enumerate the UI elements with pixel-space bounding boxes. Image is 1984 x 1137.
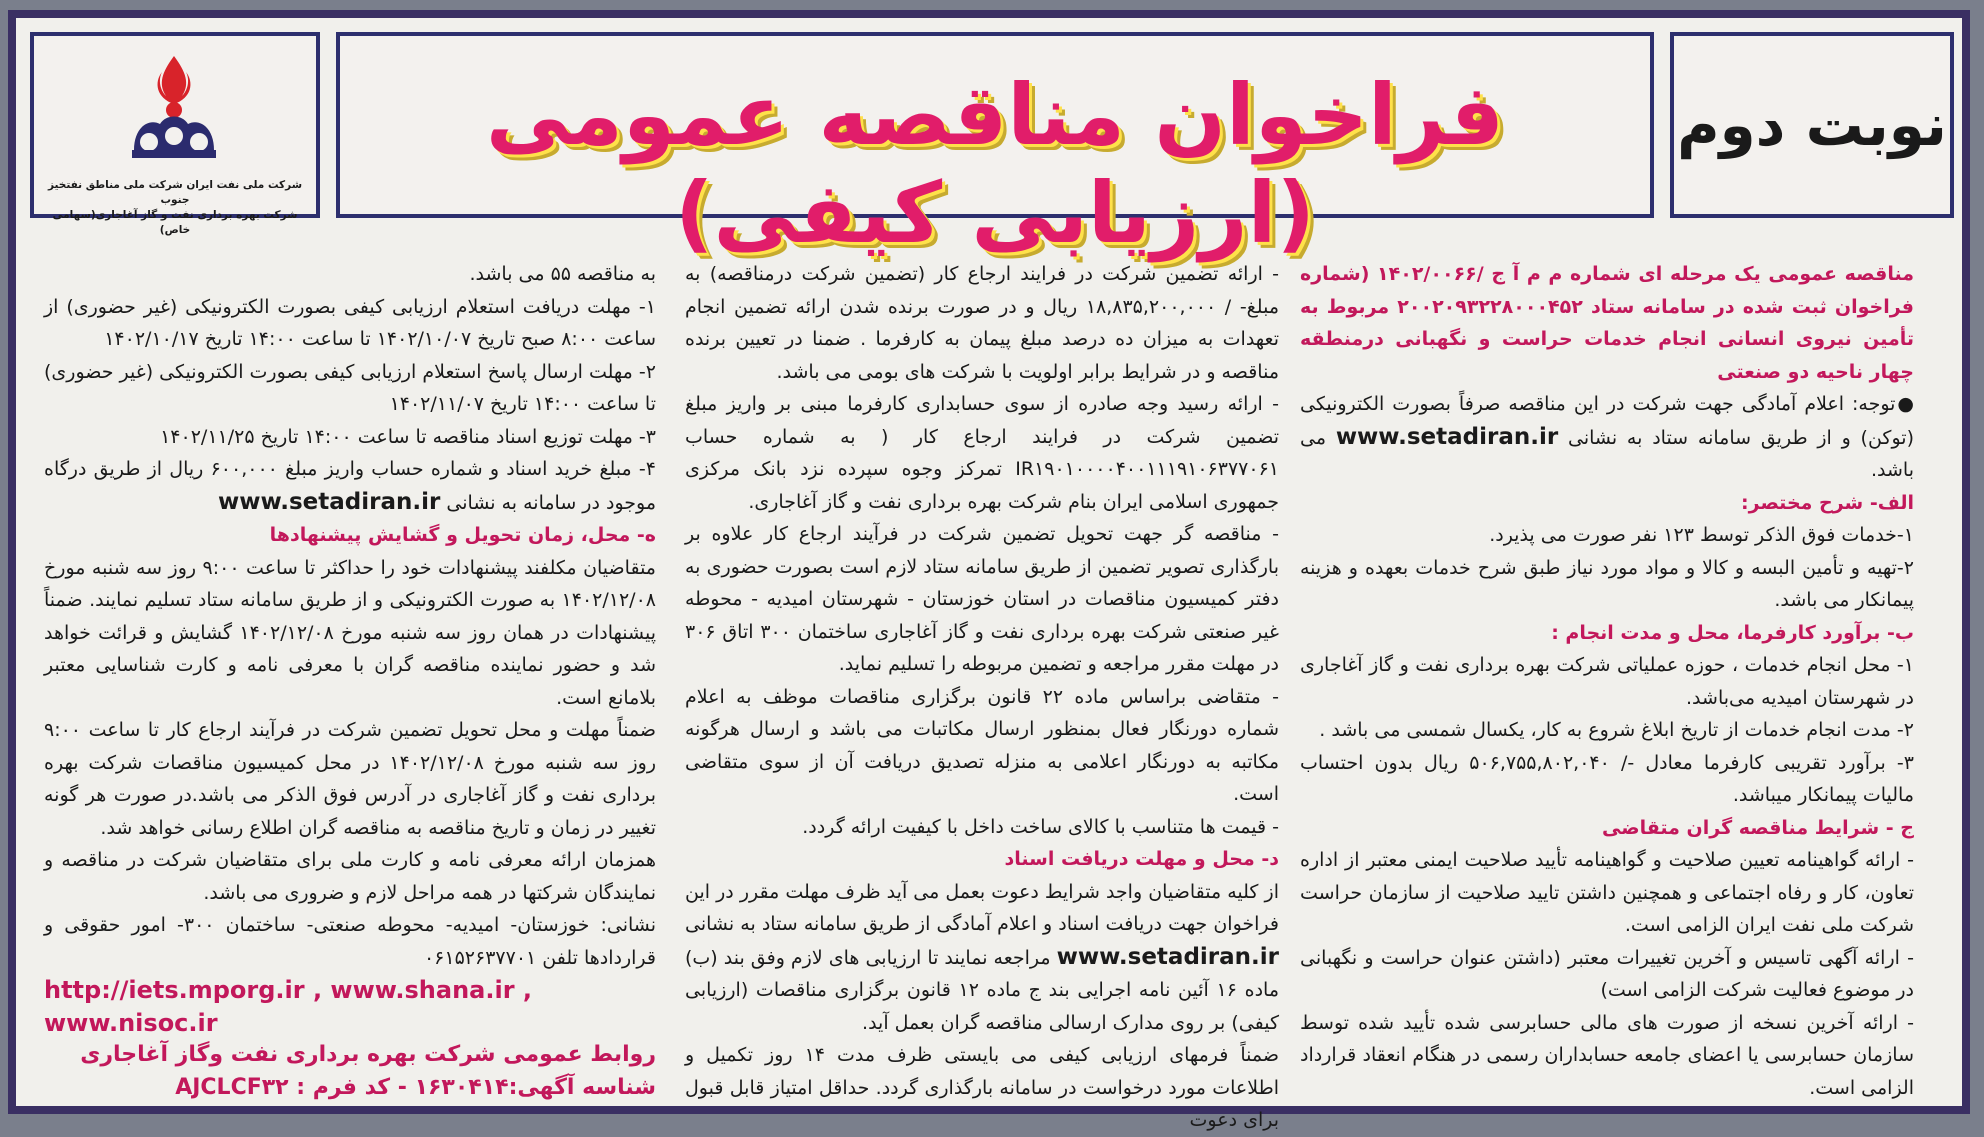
min-score: به مناقصه ۵۵ می باشد.	[469, 263, 656, 285]
title-box	[336, 32, 1654, 262]
section-heading-e: ه- محل، زمان تحویل و گشایش پیشنهادها	[269, 524, 656, 546]
guarantee-delivery-paragraph: ضمناً مهلت و محل تحویل تضمین شرکت در فرآیند ارجاع کار تا ساعت ۹:۰۰ روز سه شنبه مورخ ۱۴۰۲/۱۲/۰۸ در محل کمیسیون مناقصات شرکت بهره برداری نفت و گاز آغاجاری در آدرس فوق الذکر می باشد.در صورت هر گونه تغییر در زمان و تاریخ مناقصه به مناقصه گران اطلاع رسانی خواهد شد.	[44, 719, 656, 839]
price-paragraph: - قیمت ها متناسب با کالای ساخت داخل با کیفیت ارائه گردد.	[802, 815, 1279, 838]
receipt-paragraph: - ارائه رسید وجه صادره از سوی حسابداری کارفرما مبنی بر واریز مبلغ تضمین شرکت در فرایند ارجاع کار ( به شماره حساب IR۱۹۰۱۰۰۰۰۴۰۰۱۱۱۹۱۰۶۳۷۷۰۶۱ تمرکز وجوه سپرده نزد بانک مرکزی جمهوری اسلامی ایران بنام شرکت بهره برداری نفت و گاز آغاجاری.	[685, 393, 1279, 513]
document-fee: ۴- مبلغ خرید اسناد و شماره حساب واریز مبلغ ۶۰۰,۰۰۰ ریال از طریق درگاه موجود در سامانه به نشانی www.setadiran.ir	[44, 458, 657, 515]
item-c1: - ارائه گواهینامه تعیین صلاحیت و گواهینامه تأیید صلاحیت ایمنی معتبر از اداره تعاون، کار و رفاه اجتماعی و همچنین داشتن تایید صلاحیت از سازمان حراست شرکت ملی نفت ایران الزامی است.	[1300, 849, 1914, 936]
item-b3: ۳- برآورد تقریبی کارفرما معادل -/ ۵۰۶,۷۵۵,۸۰۲,۰۴۰ ریال بدون احتساب مالیات پیمانکار میباشد.	[1300, 751, 1914, 806]
fax-paragraph: - متقاضی براساس ماده ۲۲ قانون برگزاری مناقصات موظف به اعلام شماره دورنگار فعال بمنظور ارسال مکاتبات می باشد و ارسال هرگونه مکاتبه به دورنگار اعلامی به منزله تصدیق دریافت آن از سوی متقاضی است.	[685, 685, 1279, 805]
setad-link[interactable]: www.setadiran.ir	[1335, 423, 1559, 450]
page-title: فراخوان مناقصه عمومی (ارزیابی کیفی)	[485, 66, 1505, 262]
column-right	[1300, 258, 1914, 1108]
setad-link[interactable]: www.setadiran.ir	[217, 488, 441, 515]
deadline-2: ۲- مهلت ارسال پاسخ استعلام ارزیابی کیفی بصورت الکترونیکی (غیر حضوری) تا ساعت ۱۴:۰۰ تاریخ ۱۴۰۲/۱۱/۰۷	[44, 360, 656, 415]
turn-label: نوبت دوم	[1677, 91, 1947, 159]
logo-caption: شرکت ملی نفت ایران شرکت ملی مناطق نفتخیز جنوب شرکت بهره برداری نفت و گاز آغاجاری(سهامی خاص)	[47, 179, 303, 236]
newspaper-ad	[8, 10, 1970, 1131]
deadline-1: ۱- مهلت دریافت استعلام ارزیابی کیفی بصورت الکترونیکی (غیر حضوری) از ساعت ۸:۰۰ صبح تاریخ ۱۴۰۲/۱۰/۰۷ تا ساعت ۱۴:۰۰ تاریخ ۱۴۰۲/۱۰/۱۷	[44, 295, 656, 350]
company-logo-icon	[104, 50, 244, 170]
note-paragraph: ●توجه: اعلام آمادگی جهت شرکت در این مناقصه صرفاً بصورت الکترونیکی (توکن) و از طریق سامانه ستاد به نشانی www.setadiran.ir می باشد.	[1300, 393, 1914, 481]
address-paragraph: نشانی: خوزستان- امیدیه- محوطه صنعتی- ساختمان ۳۰۰- امور حقوقی و قراردادها تلفن ۰۶۱۵۲۶۳۷۷۰۱	[44, 914, 657, 969]
logo-box	[30, 32, 320, 236]
deadline-3: ۳- مهلت توزیع اسناد مناقصه تا ساعت ۱۴:۰۰ تاریخ ۱۴۰۲/۱۱/۲۵	[160, 425, 656, 448]
section-heading-d: د- محل و مهلت دریافت اسناد	[1004, 848, 1279, 870]
ad-header	[30, 32, 1948, 262]
item-a2: ۲-تهیه و تأمین البسه و کالا و مواد مورد نیاز طبق شرح خدمات بعهده و هزینه پیمانکار می باشد.	[1300, 556, 1914, 611]
item-b1: ۱- محل انجام خدمات ، حوزه عملیاتی شرکت بهره برداری نفت و گاز آغاجاری در شهرستان امیدیه می‌باشد.	[1300, 654, 1914, 709]
section-heading-a: الف- شرح مختصر:	[1741, 491, 1914, 514]
footer-links[interactable]: http://iets.mporg.ir , www.shana.ir , www.nisoc.ir	[44, 976, 533, 1037]
turn-box	[1670, 32, 1954, 218]
submission-paragraph: متقاضیان مکلفند پیشنهادات خود را حداکثر تا ساعت ۹:۰۰ روز سه شنبه مورخ ۱۴۰۲/۱۲/۰۸ به صورت الکترونیکی و از طریق سامانه ستاد تسلیم نمایند. ضمناً پیشنهادات در همان روز سه شنبه مورخ ۱۴۰۲/۱۲/۰۸ گشایش و قرائت خواهد شد و حضور نماینده مناقصه گران با معرفی نامه و کارت شناسایی معتبر بلامانع است.	[44, 556, 656, 709]
ad-id-line: شناسه آگهی:۱۶۳۰۴۱۴ - کد فرم : AJCLCF۳۲	[175, 1074, 656, 1100]
item-c2: - ارائه آگهی تاسیس و آخرین تغییرات معتبر (داشتن عنوان حراست و نگهبانی در موضوع فعالیت شرکت الزامی است)	[1300, 946, 1914, 1001]
forms-paragraph: ضمناً فرمهای ارزیابی کیفی می بایستی ظرف مدت ۱۴ روز تکمیل و اطلاعات مورد درخواست در سامانه بارگذاری گردد. حداقل امتیاز قابل قبول برای دعوت	[685, 1044, 1279, 1131]
guarantee-paragraph: - ارائه تضمین شرکت در فرایند ارجاع کار (تضمین شرکت درمناقصه) به مبلغ- / ۱۸,۸۳۵,۲۰۰,۰۰۰ ریال و در صورت برنده شدن ارائه تضمین انجام تعهدات به میزان ده درصد مبلغ پیمان به کارفرما . ضمنا در تعیین برنده مناقصه و در شرایط برابر اولویت با شرکت های بومی می باشد.	[685, 263, 1279, 383]
documents-paragraph: از کلیه متقاضیان واجد شرایط دعوت بعمل می آید ظرف مهلت مقرر در این فراخوان جهت دریافت اسناد و اعلام آمادگی از طریق سامانه ستاد به نشانی www.setadiran.ir مراجعه نمایند تا ارزیابی های لازم وفق بند (ب) ماده ۱۶ آئین نامه اجرایی بند ج ماده ۱۲ قانون برگزاری مناقصات (ارزیابی کیفی) بر روی مدارک ارسالی مناقصه گران بعمل آید.	[684, 880, 1280, 1034]
item-b2: ۲- مدت انجام خدمات از تاریخ ابلاغ شروع به کار، یکسال شمسی می باشد .	[1319, 719, 1914, 741]
column-left	[44, 258, 656, 1108]
delivery-paragraph: - مناقصه گر جهت تحویل تضمین شرکت در فرآیند ارجاع کار علاوه بر بارگذاری تصویر تضمین از طریق سامانه ستاد لازم است بصورت حضوری به دفتر کمیسیون مناقصات در استان خوزستان - شهرستان امیدیه - محوطه غیر صنعتی شرکت بهره برداری نفت و گاز آغاجاری ساختمان ۳۰۰ اتاق ۳۰۶ در مهلت مقرر مراجعه و تضمین مربوطه را تسلیم نماید.	[685, 523, 1279, 675]
setad-link[interactable]: www.setadiran.ir	[1056, 943, 1279, 970]
item-a1: ۱-خدمات فوق الذکر توسط ۱۲۳ نفر صورت می پذیرد.	[1489, 524, 1914, 546]
section-heading-c: ج - شرایط مناقصه گران متقاضی	[1602, 816, 1914, 839]
column-middle	[684, 258, 1280, 1131]
tender-lead: مناقصه عمومی یک مرحله ای شماره م م آ ج /۱۴۰۲/۰۰۶۶ (شماره فراخوان ثبت شده در سامانه ستاد ۲۰۰۲۰۹۳۲۲۸۰۰۰۴۵۲ مربوط به تأمین نیروی انسانی انجام خدمات حراست و نگهبانی درمنطقه چهار ناحیه دو صنعتی	[1300, 263, 1914, 383]
public-relations-line: روابط عمومی شرکت بهره برداری نفت وگاز آغاجاری	[80, 1042, 656, 1067]
id-paragraph: همزمان ارائه معرفی نامه و کارت ملی برای متقاضیان شرکت در مناقصه و نمایندگان شرکتها در همه مراحل لازم و ضروری می باشد.	[44, 849, 656, 904]
item-c3: - ارائه آخرین نسخه از صورت های مالی حسابرسی شده تأیید شده توسط سازمان حسابرسی یا اعضای جامعه حسابداران رسمی در هنگام انعقاد قرارداد الزامی است.	[1300, 1011, 1914, 1099]
section-heading-b: ب- برآورد کارفرما، محل و مدت انجام :	[1551, 621, 1914, 644]
